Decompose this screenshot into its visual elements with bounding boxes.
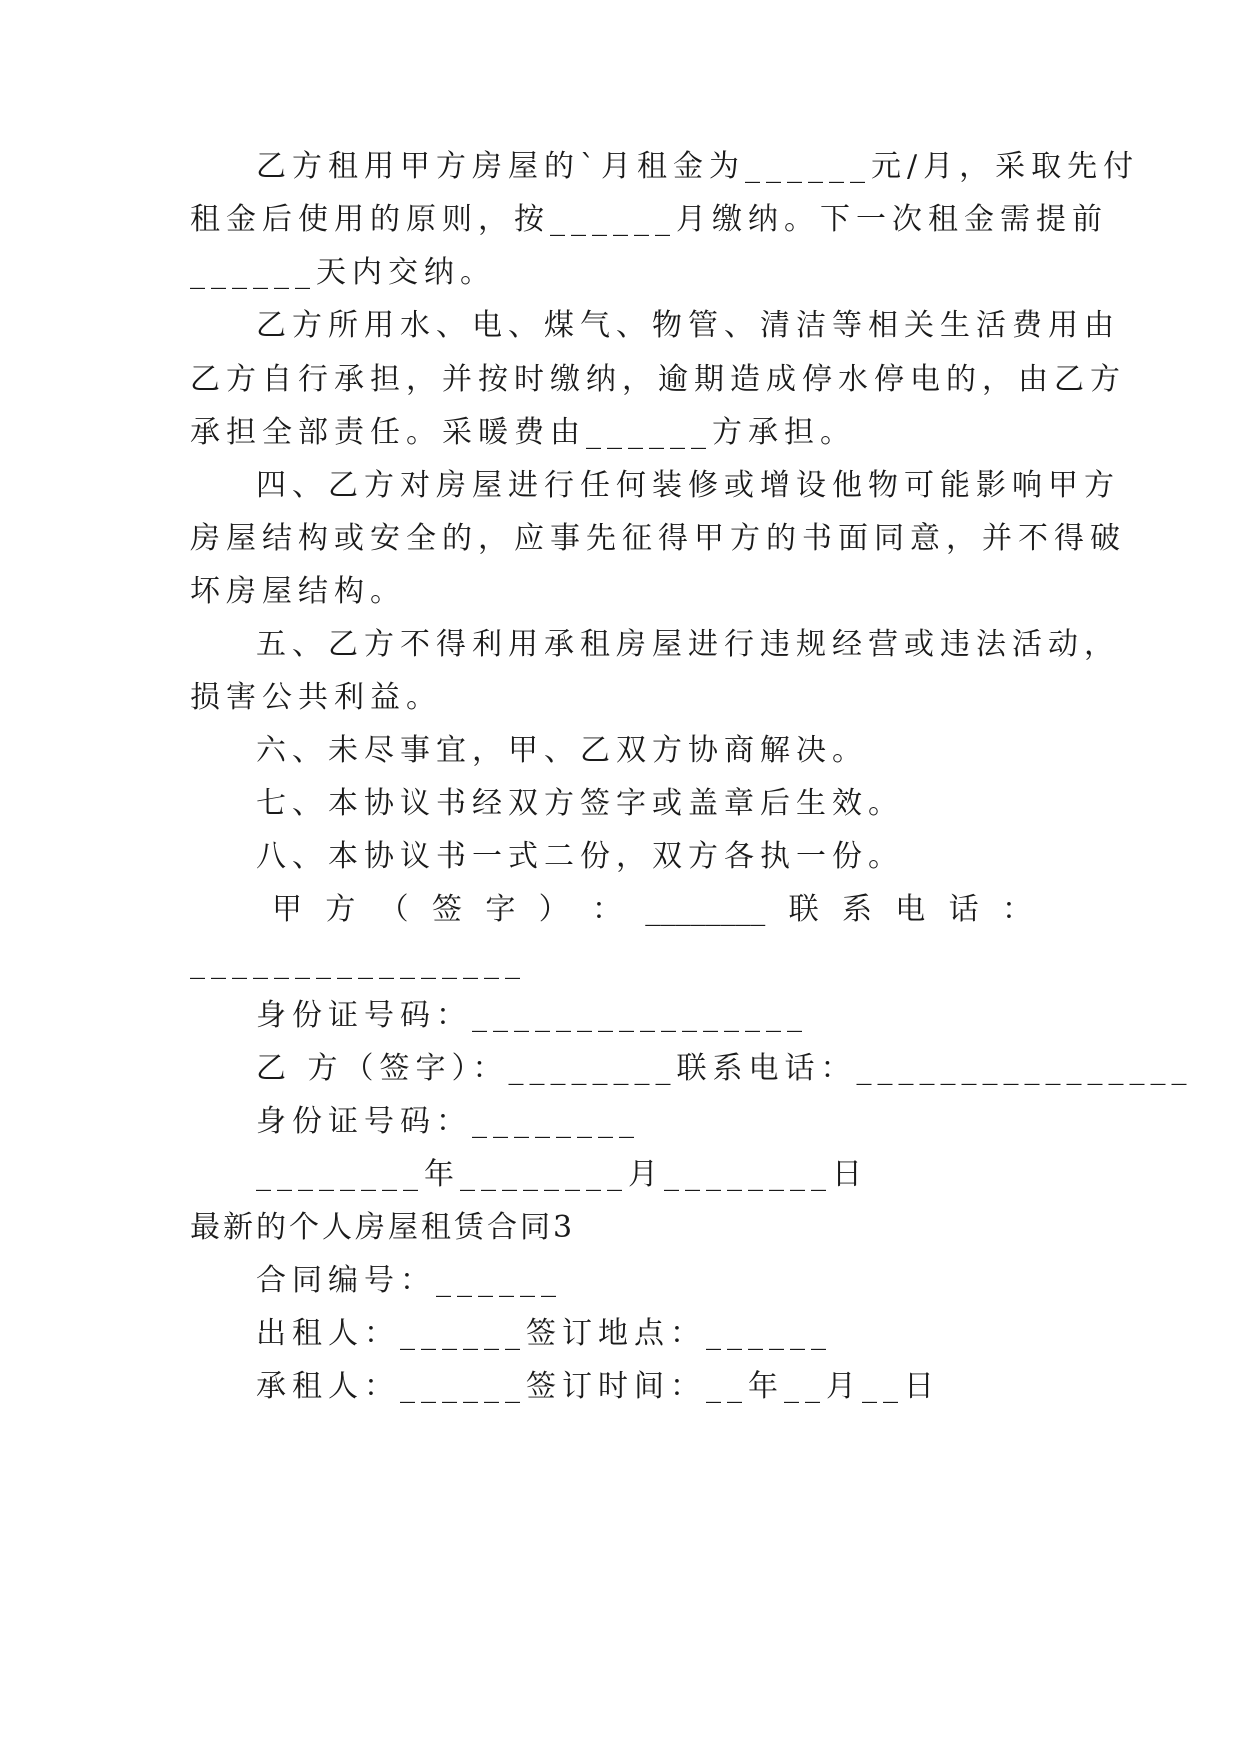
party-a-char: （ [378,892,409,927]
party-a-char: 话 [948,892,979,927]
party-a-phone-blank: ________________ [190,945,526,980]
party-a-char: 字 [485,892,516,927]
party-a-id-line: 身份证号码：________________ [256,998,808,1033]
party-a-char: 方 [325,892,356,927]
party-a-signature-blank: ________ [645,892,766,927]
next-contract-title: 最新的个人房屋租赁合同3 [190,1210,576,1245]
party-b-signature-line: 乙 方（签字）：________联系电话：________________ [256,1051,1193,1086]
party-b-id-line: 身份证号码：________ [256,1104,640,1139]
paragraph-rent-line-1: 乙方租用甲方房屋的`月租金为______元/月，采取先付 [256,149,1140,184]
party-a-char: ） [538,892,569,927]
clause-five-line-1: 五、乙方不得利用承租房屋进行违规经营或违法活动， [256,627,1120,662]
lessor-field: 出租人：______签订地点：______ [256,1316,832,1351]
clause-four-line-1: 四、乙方对房屋进行任何装修或增设他物可能影响甲方 [256,468,1120,503]
paragraph-rent-line-2: 租金后使用的原则，按______月缴纳。下一次租金需提前 [190,202,1108,237]
clause-five-line-2: 损害公共利益。 [190,680,442,715]
paragraph-utilities-line-2: 乙方自行承担，并按时缴纳，逾期造成停水停电的，由乙方 [190,362,1126,397]
clause-seven: 七、本协议书经双方签字或盖章后生效。 [256,786,904,821]
lessee-field: 承租人：______签订时间：__年__月__日 [256,1369,940,1404]
clause-four-line-3: 坏房屋结构。 [190,574,406,609]
party-a-char: ： [1001,892,1032,927]
party-a-char: 签 [431,892,462,927]
party-a-char: 甲 [272,892,302,927]
clause-six: 六、未尽事宜，甲、乙双方协商解决。 [256,733,868,768]
clause-eight: 八、本协议书一式二份，双方各执一份。 [256,839,904,874]
party-a-char: 联 [788,892,819,927]
party-a-char: 系 [841,892,872,927]
party-a-signature-line [272,890,1032,930]
paragraph-rent-line-3: ______天内交纳。 [190,255,496,290]
paragraph-utilities-line-3: 承担全部责任。采暖费由______方承担。 [190,415,856,450]
paragraph-utilities-line-1: 乙方所用水、电、煤气、物管、清洁等相关生活费用由 [256,308,1120,343]
contract-number-field: 合同编号：______ [256,1263,562,1298]
clause-four-line-2: 房屋结构或安全的，应事先征得甲方的书面同意，并不得破 [190,521,1126,556]
date-line: ________年________月________日 [256,1157,868,1192]
party-a-char: ： [591,892,622,927]
party-a-char: 电 [895,892,926,927]
